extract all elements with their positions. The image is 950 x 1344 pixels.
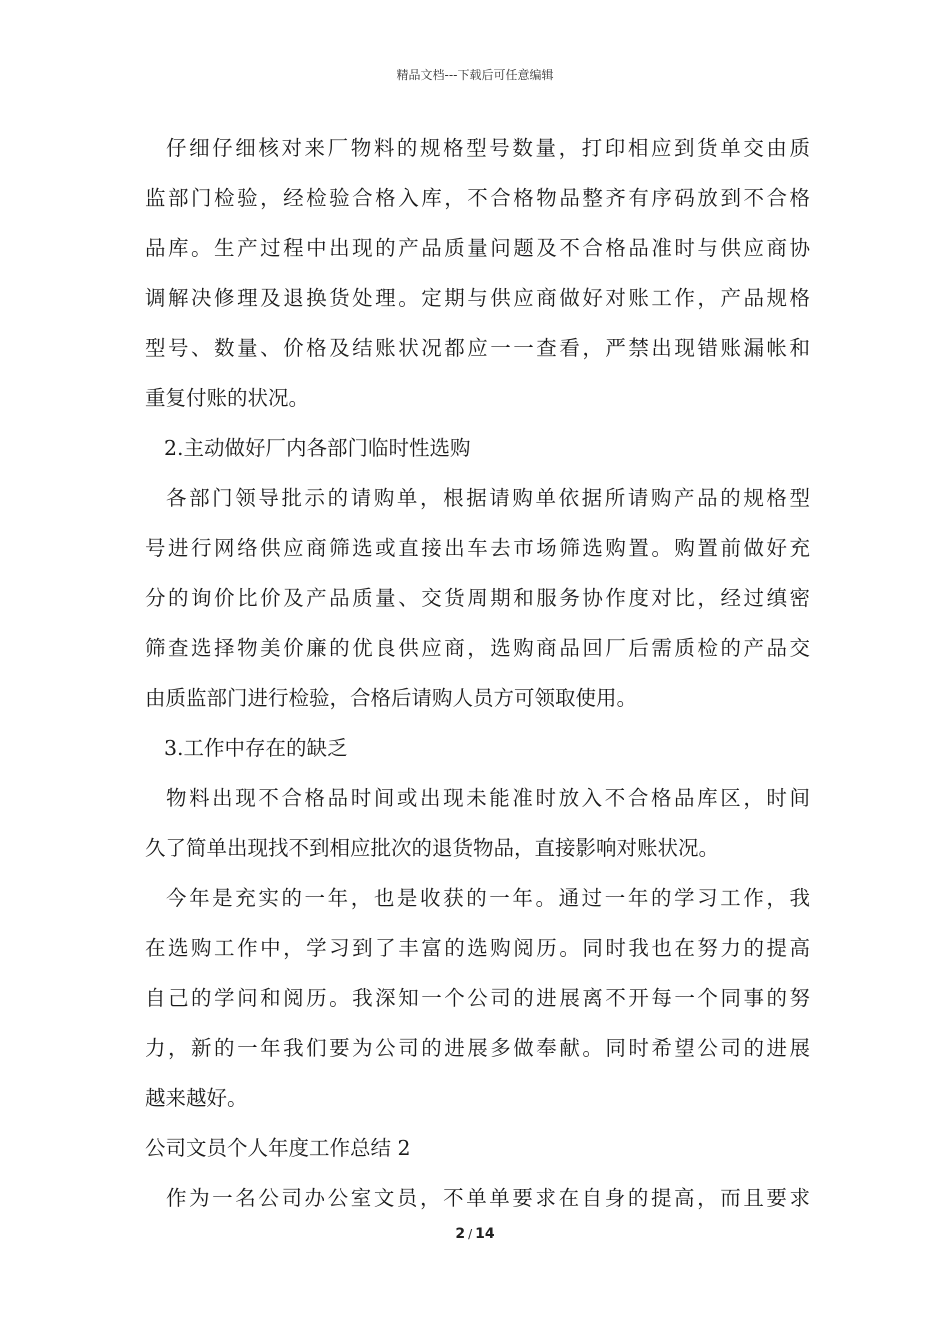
- text-line: 监部门检验，经检验合格入库，不合格物品整齐有序码放到不合格: [145, 186, 810, 210]
- text-line: 由质监部门进行检验，合格后请购人员方可领取使用。: [145, 686, 637, 710]
- text-line: 品库。生产过程中出现的产品质量问题及不合格品准时与供应商协: [145, 236, 810, 260]
- text-line: 今年是充实的一年，也是收获的一年。通过一年的学习工作，我: [166, 886, 810, 910]
- text-line: 号进行网络供应商筛选或直接出车去市场筛选购置。购置前做好充: [145, 536, 810, 560]
- text-line: 物料出现不合格品时间或出现未能准时放入不合格品库区，时间: [166, 786, 810, 810]
- page-header: 精品文档---下载后可任意编辑: [396, 68, 554, 82]
- text-line: 分的询价比价及产品质量、交货周期和服务协作度对比，经过缜密: [145, 586, 810, 610]
- section-heading: 3.工作中存在的缺乏: [164, 736, 348, 760]
- total-pages: 14: [475, 1226, 495, 1242]
- text-line: 越来越好。: [145, 1086, 248, 1110]
- page-separator: /: [468, 1227, 473, 1241]
- text-line: 各部门领导批示的请购单，根据请购单依据所请购产品的规格型: [166, 486, 810, 510]
- text-line: 筛查选择物美价廉的优良供应商，选购商品回厂后需质检的产品交: [145, 636, 810, 660]
- text-line: 在选购工作中，学习到了丰富的选购阅历。同时我也在努力的提高: [145, 936, 810, 960]
- text-line: 仔细仔细核对来厂物料的规格型号数量，打印相应到货单交由质: [166, 136, 810, 160]
- page-number: [0, 1226, 950, 1242]
- document-subtitle: 公司文员个人年度工作总结 2: [145, 1136, 411, 1160]
- text-line: 力，新的一年我们要为公司的进展多做奉献。同时希望公司的进展: [145, 1036, 810, 1060]
- document-body: [145, 128, 810, 1228]
- current-page: 2: [455, 1226, 466, 1242]
- text-line: 自己的学问和阅历。我深知一个公司的进展离不开每一个同事的努: [145, 986, 810, 1010]
- text-line: 调解决修理及退换货处理。定期与供应商做好对账工作，产品规格: [145, 286, 810, 310]
- text-line: 重复付账的状况。: [145, 386, 309, 410]
- text-line: 久了简单出现找不到相应批次的退货物品，直接影响对账状况。: [145, 836, 719, 860]
- text-line: 型号、数量、价格及结账状况都应一一查看，严禁出现错账漏帐和: [145, 336, 810, 360]
- text-line: 作为一名公司办公室文员，不单单要求在自身的提高，而且要求: [166, 1186, 810, 1210]
- section-heading: 2.主动做好厂内各部门临时性选购: [164, 436, 471, 460]
